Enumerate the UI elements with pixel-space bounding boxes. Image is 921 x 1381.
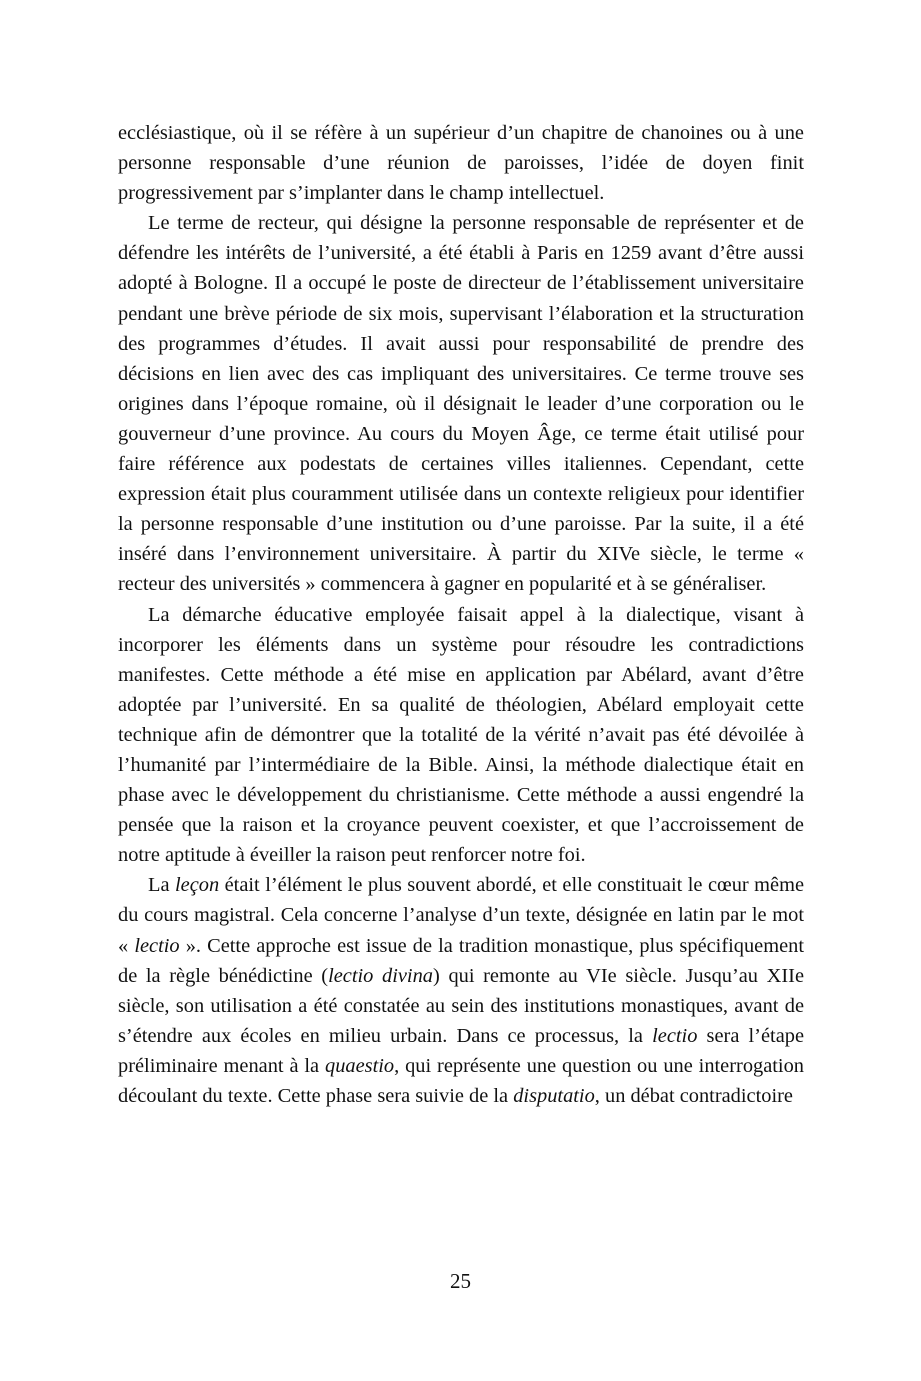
text-segment: La [148,874,175,897]
italic-term-disputatio: disputatio [513,1085,595,1107]
italic-term-quaestio: quaestio [325,1054,395,1077]
text-segment: ». Cette approche est issue de la tradition monastique, plus spécifiquement de la règle bénédictine ( [118,934,805,987]
paragraph-dialectique: La démarche éducative employée faisait appel à la dialectique, visant à incorporer les éléments dans un système pour résoudre les contradictions manifestes. Cette méthode a été mise en application par Abélard, avant d’être adoptée par l’université. En sa qualité de théologien, Abélard employait cette technique afin de démontrer que la totalité de la vérité n’avait pas été dévoilée à l’humanité par l’intermédiaire de la Bible. Ainsi, la méthode dialectique était en phase avec le développement du christianisme. Cette méthode a aussi engendré la pensée que la raison et la croyance peuvent coexister, et que l’accroissement de notre aptitude à éveiller la raison peut renforcer notre foi. [118,603,804,867]
text-segment: ) qui remonte au VIe siècle. Jusqu’au XIIe siècle, son utilisation a été constatée au sein des institutions monastiques, avant de s’étendre aux écoles en milieu urbain. Dans ce processus, la [118,964,804,1047]
page-number: 25 [450,1269,471,1293]
italic-term-lecon: leçon [174,874,220,897]
text-segment: , qui représente une question ou une interrogation découlant du texte. Cette phase sera suivie de la [118,1054,804,1107]
body-text [118,118,804,1111]
paragraph-recteur: Le terme de recteur, qui désigne la personne responsable de représenter et de défendre les intérêts de l’université, a été établi à Paris en 1259 avant d’être aussi adopté à Bologne. Il a occupé le poste de directeur de l’établissement universitaire pendant une brève période de six mois, supervisant l’élaboration et la structuration des programmes d’études. Il avait aussi pour responsabilité de prendre des décisions en lien avec des cas impliquant des universitaires. Ce terme trouve ses origines dans l’époque romaine, où il désignait le leader d’une corporation ou le gouverneur d’une province. Au cours du Moyen Âge, ce terme était utilisé pour faire référence aux podestats de certaines villes italiennes. Cependant, cette expression était plus couramment utilisée dans un contexte religieux pour identifier la personne responsable d’une institution ou d’une paroisse. Par la suite, il a été inséré dans l’environnement universitaire. À partir du XIVe siècle, le terme « recteur des universités » commencera à gagner en popularité et à se généraliser. [118,212,804,596]
italic-term-lectio: lectio [652,1024,698,1047]
text-segment: , un débat contradictoire [594,1085,793,1107]
text-segment: était l’élément le plus souvent abordé, et elle constituait le cœur même du cours magistral. Cela concerne l’analyse d’un texte, désignée en latin par le mot « [118,874,804,957]
paragraph-continuation: ecclésiastique, où il se réfère à un supérieur d’un chapitre de chanoines ou à une personne responsable d’une réunion de paroisses, l’idée de doyen finit progressivement par s’implanter dans le champ intellectuel. [118,122,804,205]
italic-term-lectio: lectio [134,934,180,957]
italic-term-lectio-divina: lectio divina [328,964,433,987]
paragraph-lecon [118,870,804,1111]
text-segment: sera l’étape préliminaire menant à la [118,1024,804,1077]
